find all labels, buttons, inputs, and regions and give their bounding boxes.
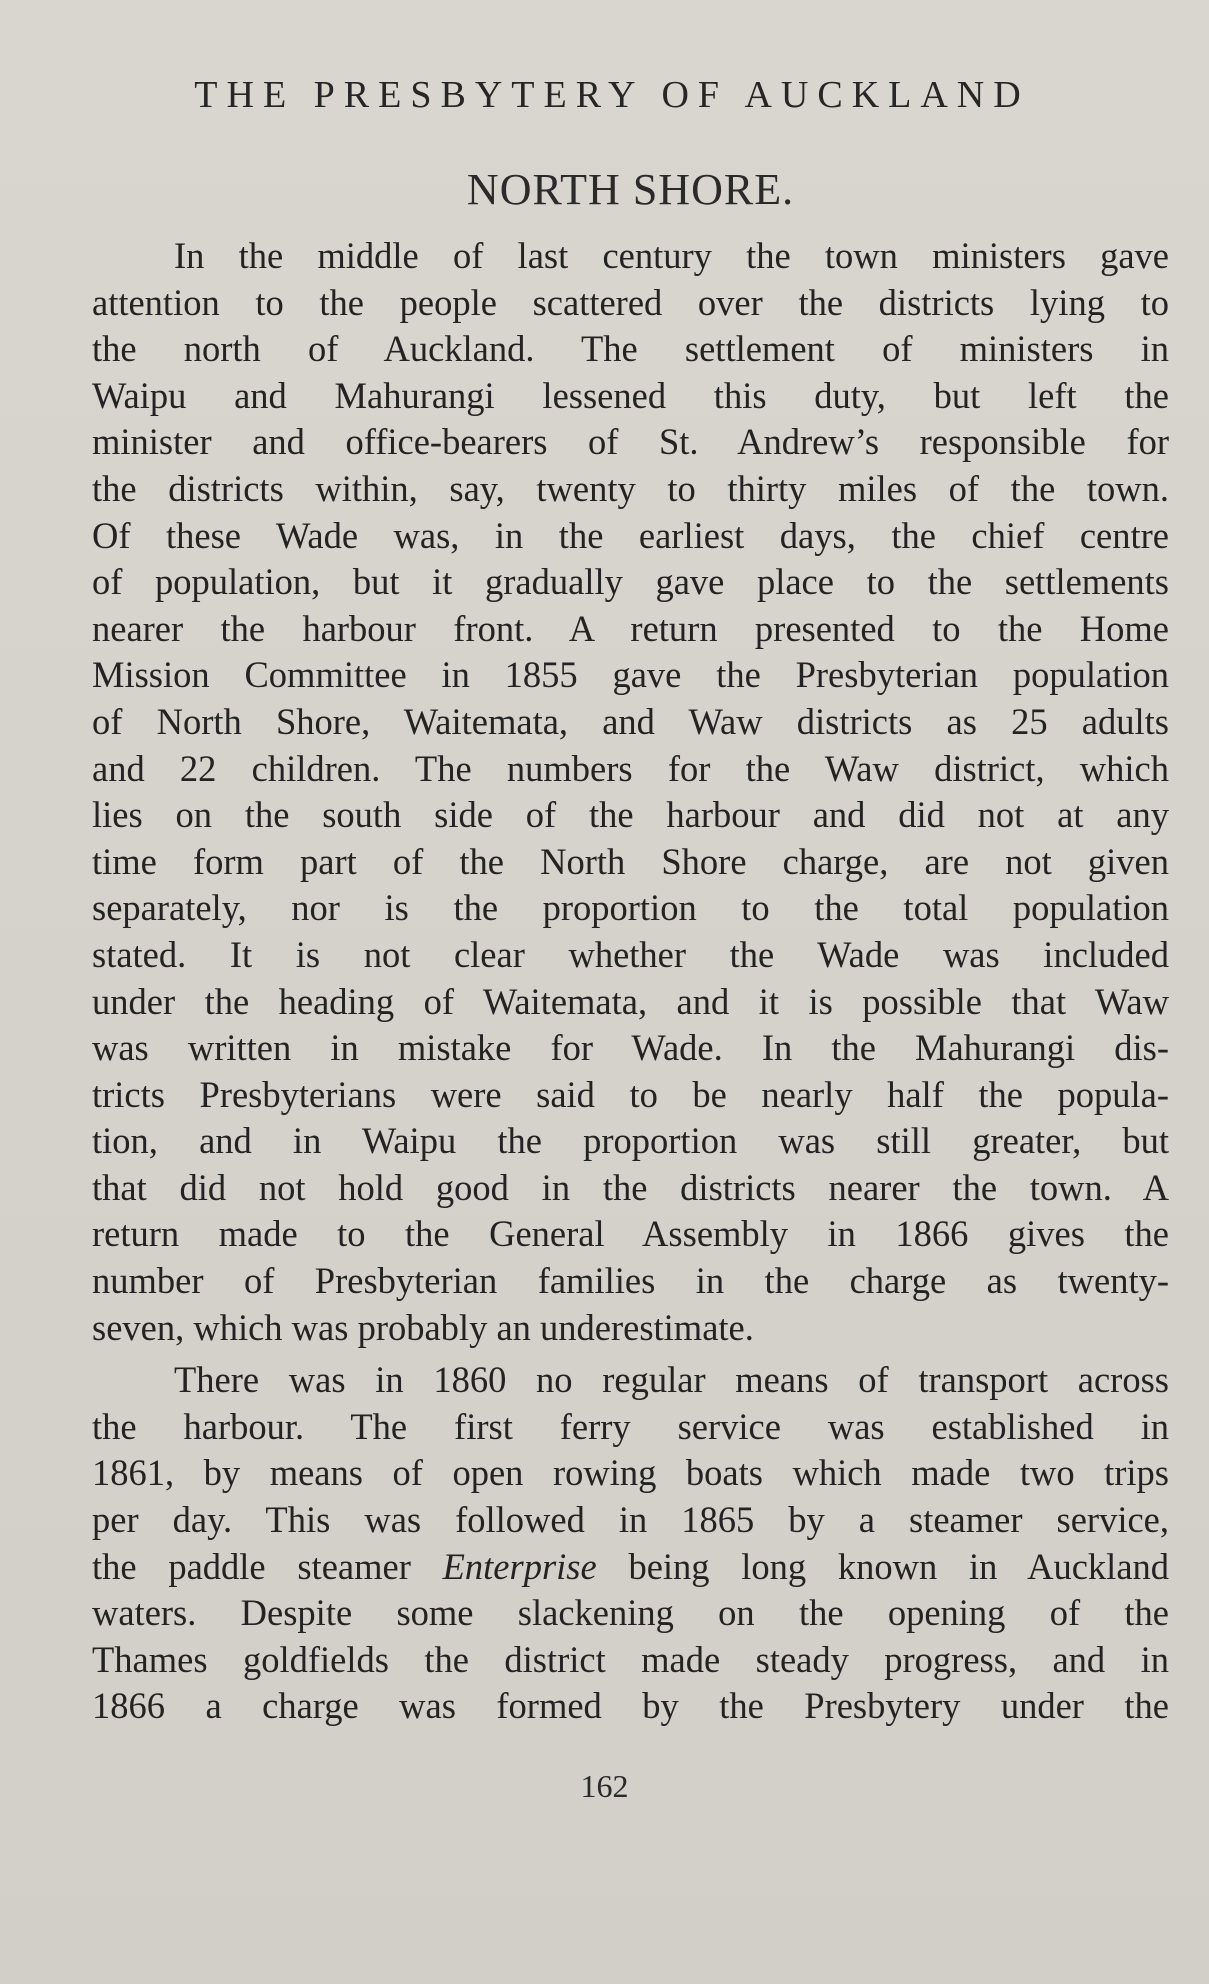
text-line: separately, nor is the proportion to the total population [92,887,1169,929]
text-line: number of Presbyterian families in the charge as twenty- [92,1260,1169,1302]
text-line: tion, and in Waipu the proportion was still greater, but [92,1120,1169,1162]
paragraph-2 [92,1357,1169,1730]
text-line: In the middle of last century the town ministers gave [174,235,1169,276]
text-line: Waipu and Mahurangi lessened this duty, but left the [92,374,1169,416]
text-line: nearer the harbour front. A return presented to the Home [92,607,1169,649]
text-line: that did not hold good in the districts nearer the town. A [92,1166,1169,1208]
text-line: under the heading of Waitemata, and it is possible that Waw [92,980,1169,1022]
text-line: per day. This was followed in 1865 by a steamer service, [92,1499,1169,1541]
text-segment: being long known in Auckland [628,1545,1170,1587]
text-line: minister and office-bearers of St. Andrew’s responsible for [92,421,1169,463]
ship-name-italic: Enterprise [442,1545,597,1587]
text-line: of North Shore, Waitemata, and Waw districts as 25 adults [92,700,1169,742]
text-line: There was in 1860 no regular means of transport across [174,1359,1169,1401]
text-line: stated. It is not clear whether the Wade was included [92,933,1169,975]
text-line: lies on the south side of the harbour and did not at any [92,794,1169,836]
text-line: attention to the people scattered over the districts lying to [92,281,1169,323]
text-line: Mission Committee in 1855 gave the Presbyterian population [92,654,1169,696]
text-line: Of these Wade was, in the earliest days, the chief centre [92,514,1169,556]
running-head: THE PRESBYTERY OF AUCKLAND [194,74,1030,116]
text-line: time form part of the North Shore charge, are not given [92,840,1169,882]
paragraph-1 [92,233,1169,1351]
text-line: return made to the General Assembly in 1866 gives the [92,1213,1169,1255]
text-line: 1861, by means of open rowing boats which made two trips [92,1452,1169,1494]
text-line: waters. Despite some slackening on the opening of the [92,1592,1169,1634]
body-text [92,233,1169,1730]
text-line: the districts within, say, twenty to thirty miles of the town. [92,467,1169,509]
text-line: of population, but it gradually gave place to the settlements [92,561,1169,603]
text-line: 1866 a charge was formed by the Presbytery under the [92,1685,1169,1727]
text-line: and 22 children. The numbers for the Waw district, which [92,747,1169,789]
page-number: 162 [580,1768,629,1804]
text-line [92,1544,1169,1591]
text-line: was written in mistake for Wade. In the Mahurangi dis- [92,1027,1169,1069]
text-line: the north of Auckland. The settlement of ministers in [92,328,1169,370]
text-line: Thames goldfields the district made steady progress, and in [92,1638,1169,1680]
text-segment: the paddle steamer [92,1545,411,1587]
text-line: tricts Presbyterians were said to be nearly half the popula- [92,1073,1169,1115]
text-line: the harbour. The first ferry service was established in [92,1405,1169,1447]
text-line: seven, which was probably an underestimate. [92,1306,754,1348]
section-title: NORTH SHORE. [466,165,795,214]
